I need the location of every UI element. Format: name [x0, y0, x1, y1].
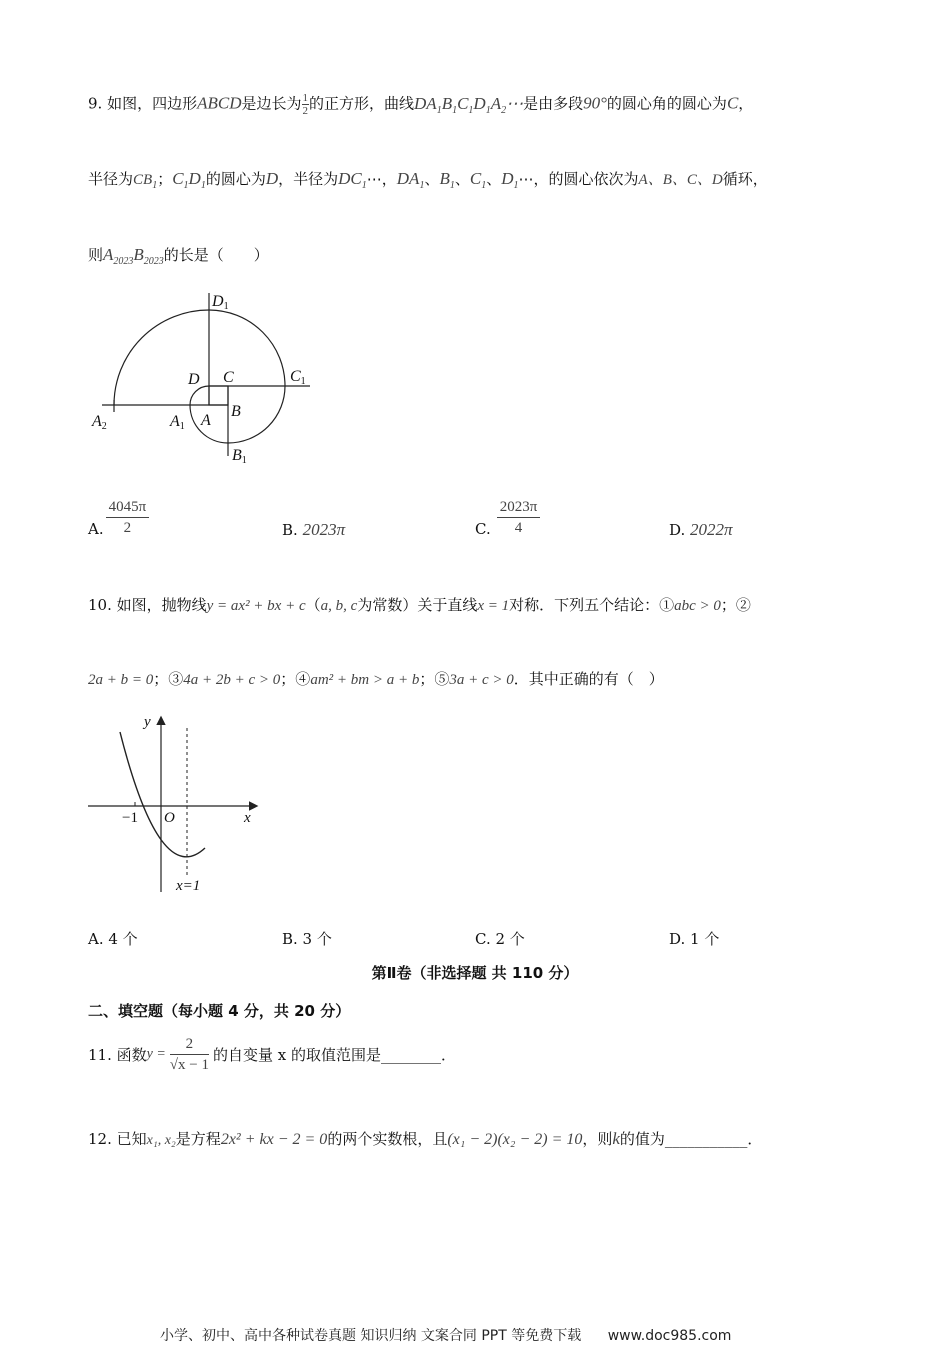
q10-line2: 2a + b = 0；③4a + 2b + c > 0；④am² + bm > a + b；⑤3a + c > 0．其中正确的有（ ） — [88, 670, 664, 688]
q11-line: 11. 函数y = $\frac{2}{√x - 1}$ 的自变量 x 的取值范围是________． — [88, 1036, 456, 1073]
q10-option-d: D. 1 个 — [669, 930, 720, 948]
label-d1: D1 — [212, 293, 229, 312]
label-d: D — [188, 371, 200, 388]
arc-d1a2 — [114, 310, 209, 405]
label-origin: O — [164, 810, 175, 826]
label-b: B — [231, 403, 241, 420]
parabola-curve — [120, 732, 205, 857]
label-c1: C1 — [290, 368, 306, 387]
label-x: x — [244, 810, 251, 826]
square-abcd — [209, 386, 228, 405]
label-neg1: −1 — [122, 810, 138, 826]
section-title: 第Ⅱ卷（非选择题 共 110 分） — [371, 964, 579, 982]
curve-name: $DA_1B_1C_1D_1A_2\cdots$ — [414, 93, 524, 116]
q9-line3: 则$A_{2023}B_{2023}$的长是（ ） — [88, 245, 269, 267]
label-b1: B1 — [232, 447, 247, 466]
q10-option-a: A. 4 个 — [88, 930, 138, 948]
arc-da1 — [190, 386, 209, 405]
label-a: A — [201, 412, 211, 429]
spiral-figure — [88, 288, 328, 468]
q9-option-b: B. 2023π — [282, 520, 346, 539]
label-c: C — [223, 369, 234, 386]
q9-option-c: C. $\frac{2023\pi}{4}$ — [475, 497, 540, 538]
q9-option-d: D. 2022π — [669, 520, 733, 539]
q9-option-a: A. $\frac{4045\pi}{2}$ — [88, 497, 149, 538]
label-a1: A1 — [170, 413, 185, 432]
q10-option-b: B. 3 个 — [282, 930, 332, 948]
abcd: ABCD — [197, 93, 242, 113]
q10-line1: 10. 如图，抛物线y = ax² + bx + c（a, b, c为常数）关于直线x = 1对称．下列五个结论：①abc > 0；② — [88, 596, 751, 614]
label-a2: A2 — [92, 413, 107, 432]
q10-option-c: C. 2 个 — [475, 930, 525, 948]
half-fraction: $\frac{1}{2}$ — [302, 92, 308, 117]
footer-site[interactable]: www.doc985.com — [607, 1328, 732, 1344]
arc-c1d1 — [209, 310, 285, 386]
q9-line1: 9. 如图，四边形ABCD是边长为 $\frac{1}{2}$ 的正方形，曲线$DA_1B_1C_1D_1A_2\cdots$是由多段90°的圆心角的圆心为C， — [88, 92, 754, 117]
q9-line2: 半径为$CB_1$；$C_1D_1$的圆心为D，半径为$DC_1\cdots$，$DA_1$、$B_1$、$C_1$、$D_1\cdots$，的圆心依次为A、B、C、D循环， — [88, 169, 768, 191]
fill-blank-heading: 二、填空题（每小题 4 分，共 20 分） — [88, 1002, 351, 1020]
footer — [160, 1325, 731, 1345]
label-x1: x=1 — [176, 878, 201, 894]
label-y: y — [144, 714, 151, 730]
footer-text: 小学、初中、高中各种试卷真题 知识归纳 文案合同 PPT 等免费下载 — [160, 1328, 582, 1344]
parabola-graph — [88, 710, 268, 900]
q12-line: 12. 已知x₁, x₂是方程2x² + kx − 2 = 0的两个实数根，且(x₁ − 2)(x₂ − 2) = 10，则k的值为___________． — [88, 1129, 763, 1148]
